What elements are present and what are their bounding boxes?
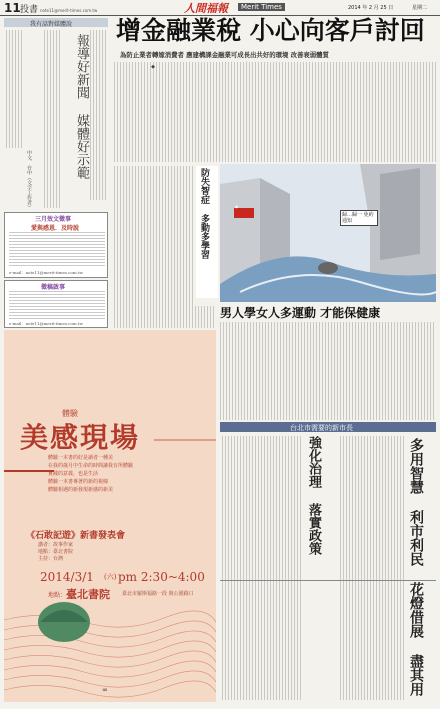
poster-venue-label: 地點：	[48, 592, 67, 599]
poster-details: 講者：故事作家 地點：臺北書院 主持：台灣	[38, 542, 74, 562]
left-article-body-b	[44, 30, 62, 208]
page-header	[0, 0, 440, 16]
header-date: 2014 年 2 月 25 日	[348, 5, 394, 11]
events-box-title: 三月效文徵事	[35, 216, 72, 223]
poster-poem-line: 體驗一本書專著的新的視線	[48, 479, 109, 485]
left-vertical-heading: 報導好新聞 媒體好示範	[74, 34, 89, 179]
right-lower-body-a	[222, 436, 302, 700]
event-poster	[4, 330, 216, 702]
topic-banner-label: 台北市需要的新市長	[290, 424, 353, 432]
topic-banner	[220, 422, 436, 432]
left-lower-article	[114, 306, 214, 328]
illustration-vertical-title: 防失智症 多動多學習	[199, 168, 209, 259]
newspaper-logo: 人間福報	[184, 2, 228, 15]
cartoon-sign: ◆	[234, 204, 239, 209]
poster-poem-line: 體驗一本書的好是讀者一種美	[48, 455, 114, 461]
poster-venue: 臺北書院	[66, 588, 110, 601]
wanted-box-title: 徵稿啟事	[41, 284, 66, 291]
section-divider	[220, 580, 436, 581]
illustration-title-column	[196, 166, 218, 298]
newspaper-logo-en: Merit Times	[238, 3, 285, 11]
heading-lantern: 花燈借展 盡其用	[408, 582, 424, 696]
events-box-body	[9, 232, 105, 268]
poster-poem-line: 實踐的意義，也是生活	[48, 471, 99, 477]
poster-date: 2014/3/1	[40, 570, 94, 584]
author-byline-1: ◆	[150, 64, 156, 70]
heading-wisdom: 多用智慧 利市利民	[408, 438, 424, 566]
poster-title: 美感現場	[20, 421, 141, 454]
right-lower-body-b	[340, 436, 404, 700]
poster-time: pm 2:30~4:00	[118, 570, 205, 584]
cartoon-illustration	[220, 164, 436, 302]
left-column	[4, 18, 108, 210]
header-weekday: 星期二	[412, 5, 428, 11]
cartoon-speech-bubble: 歸…歸一 免約通知	[340, 210, 378, 226]
left-article-body-c	[90, 30, 106, 200]
left-mid-article	[114, 166, 194, 306]
second-headline: 男人學女人多運動 才能保健康	[220, 306, 381, 320]
header-email: note11@merit-times.com.tw	[40, 8, 98, 13]
wanted-box-body	[9, 291, 105, 319]
poster-title-small: 體驗	[62, 409, 78, 418]
middle-article-body	[220, 322, 436, 420]
poster-weekday: (六)	[104, 573, 117, 581]
poster-poem	[48, 454, 198, 494]
cartoon-svg	[220, 164, 436, 302]
poster-logo-icon: ∞	[102, 686, 108, 694]
heading-strong-rule: 強化治理 落實政策	[306, 436, 321, 555]
poster-address: 臺北市羅斯福路一段 與公園路口	[122, 591, 194, 597]
events-box-subtitle: 愛與感恩．及時說	[31, 225, 80, 232]
wanted-box	[4, 280, 108, 328]
poster-wave-art	[4, 330, 216, 702]
page-number: 11	[4, 1, 21, 15]
section-label: 投書	[20, 5, 39, 15]
events-box	[4, 212, 108, 278]
main-headline: 增金融業稅 小心向客戶討回	[116, 16, 425, 45]
opinion-box-title: 我有話對媒體說	[4, 18, 108, 27]
sub-headline: 為防止業者轉嫁消費者 應建構課金融業可成長出共好的環境 改善衰弱體質	[120, 51, 329, 59]
wanted-box-contact: e-mail：note11@merit-times.com.tw	[9, 321, 83, 326]
main-article-body	[114, 62, 436, 162]
poster-poem-line: 在我的歲月中生命的時間讓我有所體驗	[48, 463, 134, 469]
left-article-body-a	[6, 30, 24, 148]
left-author: 中文．台中（文字工作者）	[26, 150, 32, 210]
poster-book-title: 《石敢記遊》新書發表會	[26, 531, 126, 541]
poster-poem-line: 體驗相遇的新發現新感的新美	[48, 487, 114, 493]
events-box-contact: e-mail：note11@merit-times.com.tw	[9, 270, 83, 275]
